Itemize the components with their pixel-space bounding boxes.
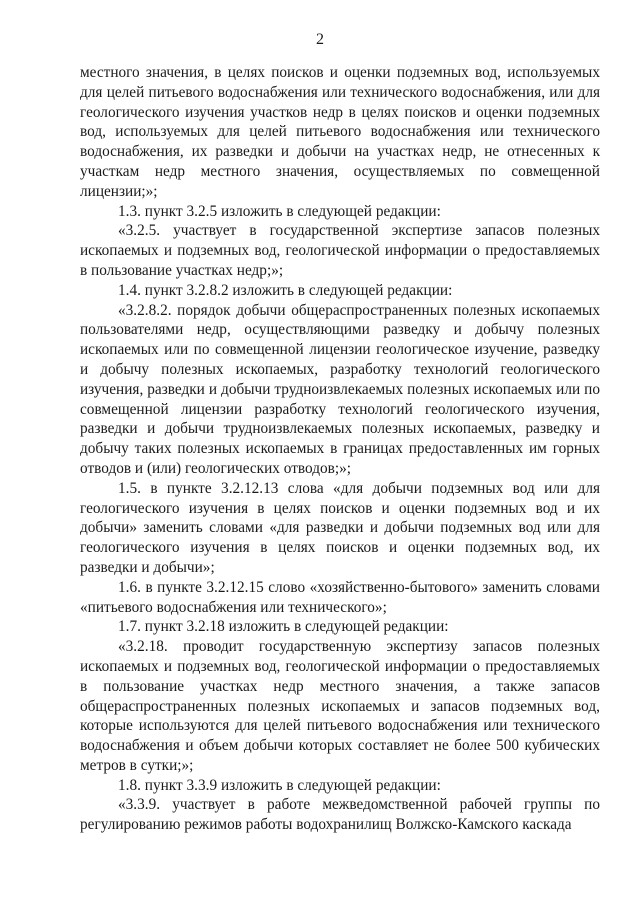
paragraph: 1.6. в пункте 3.2.12.15 слово «хозяйственно-бытового» заменить словами «питьевого водоснабжения или технического»; — [80, 578, 600, 616]
paragraph: «3.2.8.2. порядок добычи общераспространенных полезных ископаемых пользователями недр, осуществляющими разведку и добычу полезных ископаемых или по совмещенной лицензии геологическое изучение, разведку и добычу полезных ископаемых, разработку технологий геологического изучения, разведки и добычи трудноизвлекаемых полезных ископаемых или по совмещенной лицензии разработку технологий геологического изучения, разведки и добычи трудноизвлекаемых полезных ископаемых, разведку и добычу таких полезных ископаемых в границах предоставленных им горных отводов и (или) геологических отводов;»; — [80, 301, 600, 477]
paragraph: 1.5. в пункте 3.2.12.13 слова «для добычи подземных вод или для геологического изучения в целях поисков и оценки подземных вод и их добычи» заменить словами «для разведки и добычи подземных вод или для геологического изучения в целях поисков и оценки подземных вод, их разведки и добычи»; — [80, 479, 600, 576]
paragraph: 1.7. пункт 3.2.18 изложить в следующей редакции: — [118, 618, 449, 636]
paragraph: «3.2.18. проводит государственную экспертизу запасов полезных ископаемых и подземных вод, геологической информации о предоставляемых в пользование участках недр местного значения, а также запасов общераспространенных полезных ископаемых и запасов подземных вод, которые используются для целей питьевого водоснабжения или технического водоснабжения и объем добычи которых составляет не более 500 кубических метров в сутки;»; — [80, 638, 600, 774]
paragraph: 1.8. пункт 3.3.9 изложить в следующей редакции: — [118, 776, 441, 794]
paragraph: «3.2.5. участвует в государственной экспертизе запасов полезных ископаемых и подземных вод, геологической информации о предоставляемых в пользование участках недр;»; — [80, 222, 600, 279]
paragraph: «3.3.9. участвует в работе межведомственной рабочей группы по регулированию режимов работы водохранилищ Волжско-Камского каскада — [80, 796, 600, 834]
paragraph: местного значения, в целях поисков и оценки подземных вод, используемых для целей питьевого водоснабжения или технического водоснабжения, или для геологического изучения участков недр в целях поисков и оценки подземных вод, используемых для целей питьевого водоснабжения или технического водоснабжения, их разведки и добычи на участках недр, не отнесенных к участкам недр местного значения, осуществляемых по совмещенной лицензии;»; — [80, 64, 600, 200]
paragraph: 1.3. пункт 3.2.5 изложить в следующей редакции: — [118, 202, 441, 220]
page-number: 2 — [316, 31, 324, 48]
document-body — [80, 63, 600, 835]
paragraph: 1.4. пункт 3.2.8.2 изложить в следующей редакции: — [118, 281, 453, 299]
